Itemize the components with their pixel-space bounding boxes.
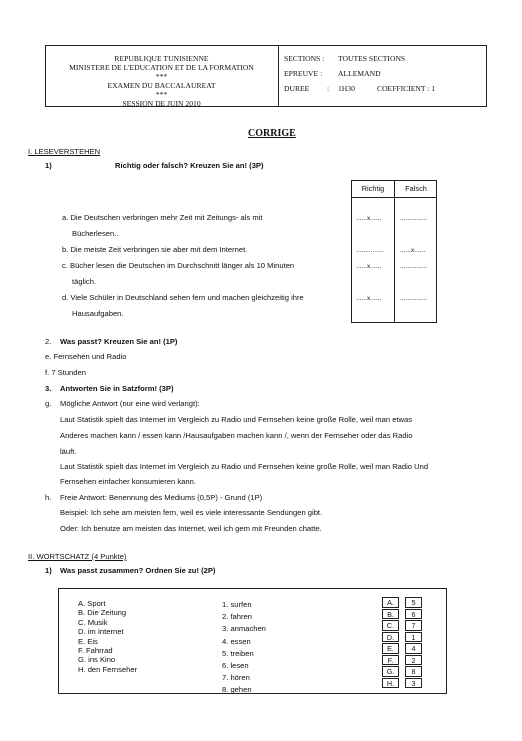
left-item-g: G. ins Kino [78, 655, 116, 665]
right-item-7: 7. hören [222, 673, 250, 683]
statement-a-line-2: Bücherlesen.. [72, 229, 119, 238]
header-stars-2: *** [155, 90, 168, 99]
section-1-heading: I. LESEVERSTEHEN [28, 147, 101, 156]
wortschatz-q1-number: 1) [45, 566, 52, 575]
statement-d-line-1: d. Viele Schüler in Deutschland sehen fern und machen gleichzeitig ihre [62, 293, 304, 302]
coefficient: COEFFICIENT : 1 [377, 84, 436, 93]
solution-letter-g: G. [382, 666, 399, 677]
left-item-b: B. Die Zeitung [78, 608, 127, 618]
epreuve-value: ALLEMAND [338, 69, 381, 78]
h-label: h. [45, 493, 52, 502]
header-session: SESSION DE JUIN 2010 [122, 99, 201, 108]
header-left-block [45, 54, 278, 108]
g-answer-line-4: Laut Statistik spielt das Internet im Vergleich zu Radio und Fernsehen keine große Rolle, weil man Radio Und [60, 462, 429, 471]
solution-number-c: 7 [405, 620, 422, 631]
sections-label: SECTIONS : [284, 54, 325, 63]
solution-number-f: 2 [405, 655, 422, 666]
answer-e: e. Fernsehen und Radio [45, 352, 127, 361]
solution-letter-c: C. [382, 620, 399, 631]
statement-b-line-1: b. Die meiste Zeit verbringen sie aber mit dem Internet. [62, 245, 248, 254]
header-stars-1: *** [155, 72, 168, 81]
solution-letter-h: H. [382, 678, 399, 689]
q1-instruction: Richtig oder falsch? Kreuzen Sie an! (3P) [115, 161, 264, 170]
right-item-8: 8. gehen [222, 685, 252, 695]
answer-f: f. 7 Stunden [45, 368, 86, 377]
h-intro: Freie Antwort: Benennung des Mediums (0,5P) - Grund (1P) [60, 493, 263, 502]
right-item-1: 1. surfen [222, 600, 252, 609]
solution-letter-f: F. [382, 655, 399, 666]
statement-d-richtig: ......x...... [356, 295, 382, 302]
solution-number-g: 8 [405, 666, 422, 677]
statement-a-line-1: a. Die Deutschen verbringen mehr Zeit mit Zeitungs- als mit [62, 213, 263, 222]
left-item-a: A. Sport [78, 599, 106, 608]
column-falsch: Falsch [405, 184, 427, 193]
wortschatz-q1-instruction: Was passt zusammen? Ordnen Sie zu! (2P) [60, 566, 216, 575]
q2-number: 2. [45, 337, 52, 346]
q3-number: 3. [45, 384, 52, 393]
g-answer-line-2: Anderes machen kann / essen kann /Hausaufgaben machen kann /, wenn der Fernseher oder das Radio [60, 431, 413, 440]
matching-left-list [78, 599, 137, 674]
header-ministry: MINISTERE DE L'EDUCATION ET DE LA FORMATION [69, 63, 254, 72]
duree-sep: : [327, 84, 330, 93]
solution-grid [382, 597, 434, 691]
section-2-heading: II. WORTSCHATZ (4 Punkte) [28, 552, 127, 561]
solution-number-d: 1 [405, 632, 422, 643]
h-example-2: Oder: Ich benutze am meisten das Internet, weil ich gem mit Freunden chatte. [60, 524, 322, 533]
right-item-5: 5. treiben [222, 648, 254, 658]
sections-value: TOUTES SECTIONS [338, 54, 406, 63]
header-republic: REPUBLIQUE TUNISIENNE [114, 54, 209, 63]
right-item-4: 4. essen [222, 636, 251, 646]
matching-right-list [222, 599, 266, 697]
left-item-f: F. Fahrrad [78, 646, 113, 656]
table-header-divider [351, 197, 437, 198]
statement-a-richtig: ......x...... [356, 215, 382, 222]
statement-d-falsch: ............... [400, 295, 428, 302]
epreuve-label: EPREUVE : [284, 69, 323, 78]
left-item-d: D. im Internet [78, 627, 124, 637]
page-title: CORRIGE [248, 128, 296, 139]
solution-letter-b: B. [382, 609, 399, 620]
left-item-e: E. Eis [78, 636, 98, 646]
h-example-1: Beispiel: Ich sehe am meisten fern, weil es viele interessante Sendungen gibt. [60, 508, 323, 517]
g-answer-line-1: Laut Statistik spielt das Internet im Vergleich zu Radio und Fernsehen keine große Rolle, weil man etwas [60, 415, 413, 424]
solution-letter-e: E. [382, 643, 399, 654]
q1-number: 1) [45, 161, 52, 170]
duree-value: 1H30 [338, 84, 355, 93]
duree-label: DUREE [284, 84, 310, 93]
statement-c-falsch: ............... [400, 263, 428, 270]
left-item-c: C. Musik [78, 617, 108, 627]
solution-number-b: 6 [405, 609, 422, 620]
solution-number-a: 5 [405, 597, 422, 608]
statement-c-richtig: ......x...... [356, 263, 382, 270]
q2-instruction: Was passt? Kreuzen Sie an! (1P) [60, 337, 178, 346]
right-item-6: 6. lesen [222, 661, 249, 671]
statement-b-falsch: ......x...... [400, 247, 426, 254]
left-item-h: H. den Fernseher [78, 664, 138, 674]
right-item-2: 2. fahren [222, 612, 252, 622]
table-column-divider [394, 180, 395, 323]
header-exam: EXAMEN DU BACCALAUREAT [107, 81, 216, 90]
statement-c-line-2: täglich. [72, 277, 97, 286]
g-answer-line-3: läuft. [60, 447, 77, 456]
g-answer-line-5: Fernsehen einfacher konsumieren kann. [60, 477, 196, 486]
statement-a-falsch: ............... [400, 215, 428, 222]
g-intro: Mögliche Antwort (nur eine wird verlangt): [60, 399, 200, 408]
solution-letter-d: D. [382, 632, 399, 643]
column-richtig: Richtig [361, 184, 385, 193]
solution-letter-a: A. [382, 597, 399, 608]
header-divider [278, 45, 279, 107]
right-item-3: 3. anmachen [222, 624, 266, 634]
statement-c-line-1: c. Bücher lesen die Deutschen im Durchschnitt länger als 10 Minuten [62, 261, 295, 270]
statement-b-richtig: ............... [356, 247, 384, 254]
solution-number-e: 4 [405, 643, 422, 654]
statement-d-line-2: Hausaufgaben. [72, 309, 124, 318]
solution-number-h: 3 [405, 678, 422, 689]
g-label: g. [45, 399, 52, 408]
q3-instruction: Antworten Sie in Satzform! (3P) [60, 384, 174, 393]
